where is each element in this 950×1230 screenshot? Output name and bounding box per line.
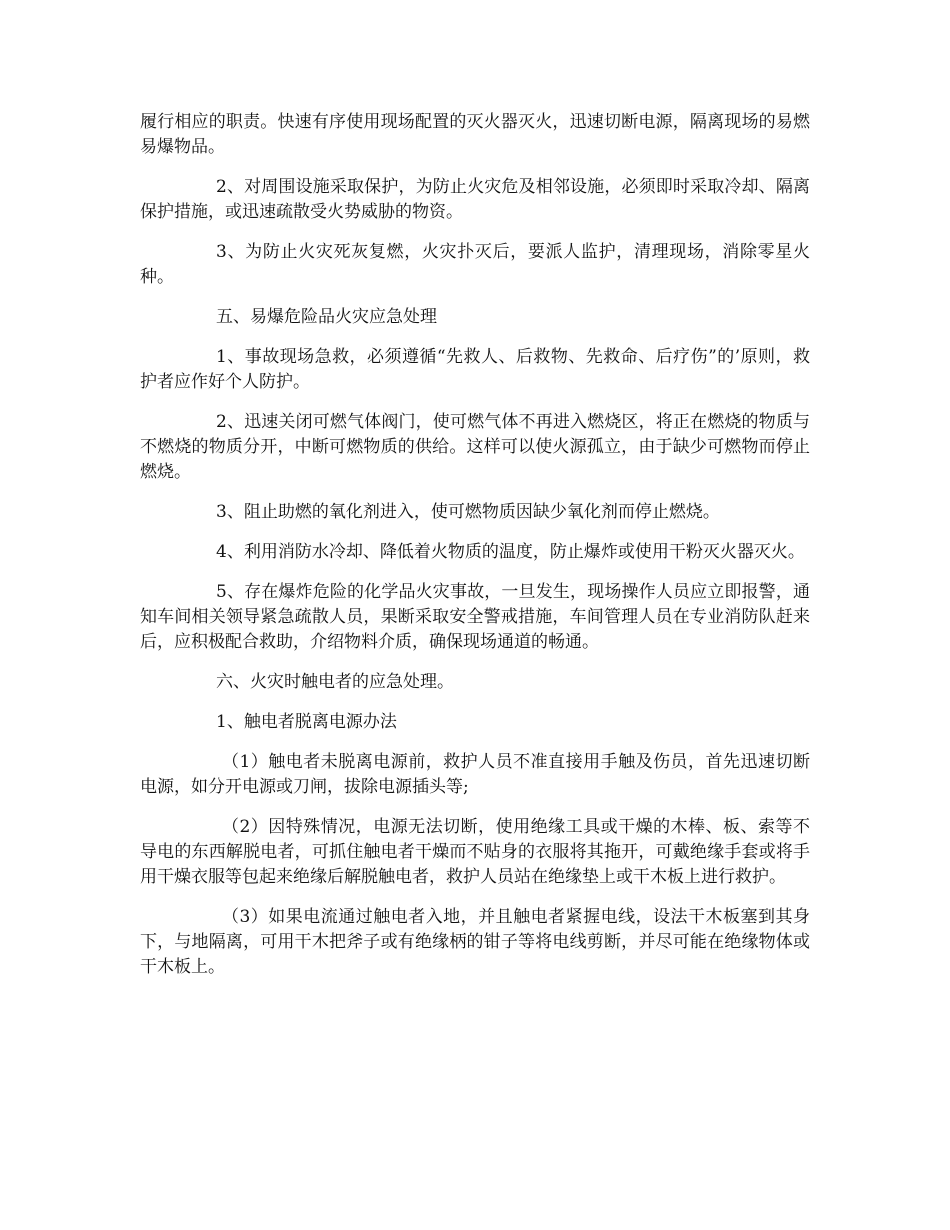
paragraph-sub-2-insulated-tools: （2）因特殊情况，电源无法切断，使用绝缘工具或干燥的木棒、板、索等不导电的东西解脱电者，可抓住触电者干燥而不贴身的衣服将其拖开，可戴绝缘手套或将手用干燥衣服等包起来绝缘后解脱触电者，救护人员站在绝缘垫上或干木板上进行救护。 xyxy=(140,817,810,887)
paragraph-item-4-cooling: 4、利用消防水冷却、降低着火物质的温度，防止爆炸或使用干粉灭火器灭火。 xyxy=(216,542,805,562)
subheading-escape-power: 1、触电者脱离电源办法 xyxy=(216,712,397,732)
paragraph-item-5-explosion-risk: 5、存在爆炸危险的化学品火灾事故，一旦发生，现场操作人员应立即报警，通知车间相关领导紧急疏散人员，果断采取安全警戒措施，车间管理人员在专业消防队赶来后，应积极配合救助，介绍物料介质，确保现场通道的畅通。 xyxy=(140,582,810,652)
paragraph-sub-3-ground-current: （3）如果电流通过触电者入地，并且触电者紧握电线，设法干木板塞到其身下，与地隔离，可用干木把斧子或有绝缘柄的钳子等将电线剪断，并尽可能在绝缘物体或干木板上。 xyxy=(140,907,810,977)
paragraph-item-2-protect-facilities: 2、对周围设施采取保护，为防止火灾危及相邻设施，必须即时采取冷却、隔离保护措施，或迅速疏散受火势威胁的物资。 xyxy=(140,177,810,222)
paragraph-item-3-prevent-reignition: 3、为防止火灾死灰复燃，火灾扑灭后，要派人监护，清理现场，消除零星火种。 xyxy=(140,242,810,287)
section-heading-explosive-fire: 五、易爆危险品火灾应急处理 xyxy=(216,307,437,327)
paragraph-item-3-block-oxidizer: 3、阻止助燃的氧化剂进入，使可燃物质因缺少氧化剂而停止燃烧。 xyxy=(216,502,720,522)
paragraph-item-2-close-valves: 2、迅速关闭可燃气体阀门，使可燃气体不再进入燃烧区，将正在燃烧的物质与不燃烧的物质分开，中断可燃物质的供给。这样可以使火源孤立，由于缺少可燃物而停止燃烧。 xyxy=(140,412,810,482)
section-heading-electrocution: 六、火灾时触电者的应急处理。 xyxy=(216,672,454,692)
paragraph-item-1-rescue: 1、事故现场急救，必须遵循“先救人、后救物、先救命、后疗伤”的’原则，救护者应作好个人防护。 xyxy=(140,347,810,392)
document-body xyxy=(140,110,810,995)
paragraph-sub-1-cut-power: （1）触电者未脱离电源前，救护人员不准直接用手触及伤员，首先迅速切断电源，如分开电源或刀闸，拔除电源插头等; xyxy=(140,752,810,797)
paragraph-continuation: 履行相应的职责。快速有序使用现场配置的灭火器灭火，迅速切断电源，隔离现场的易燃易爆物品。 xyxy=(140,112,810,157)
